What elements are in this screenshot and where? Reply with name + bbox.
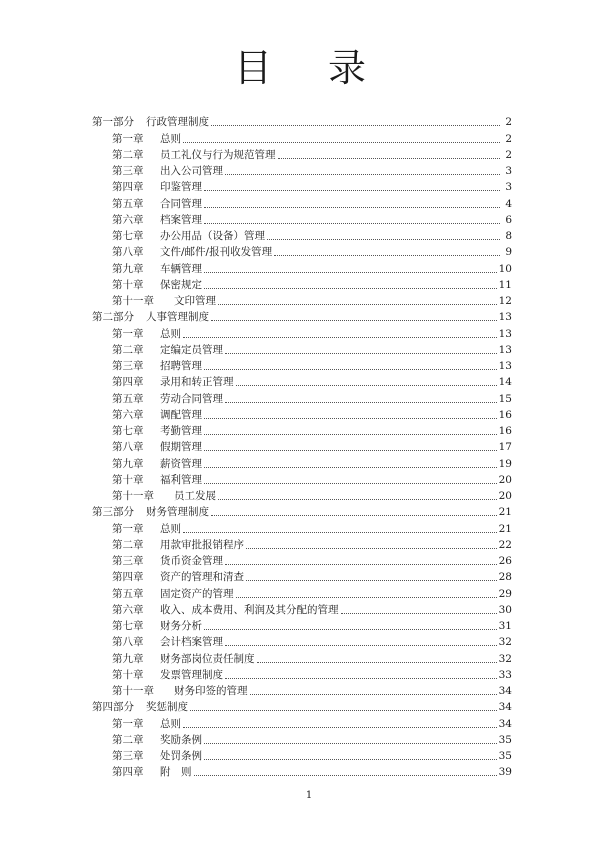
toc-dot-leader [225, 677, 497, 679]
toc-entry-title: 档案管理 [160, 213, 202, 226]
toc-dot-leader [204, 222, 500, 224]
toc-dot-leader [225, 401, 497, 403]
toc-chapter-entry[interactable] [92, 747, 512, 763]
toc-entry-label [112, 490, 216, 503]
toc-chapter-entry[interactable] [92, 552, 512, 568]
toc-entry-title: 车辆管理 [160, 262, 202, 275]
toc-entry-page: 34 [498, 701, 512, 714]
toc-dot-leader [204, 433, 497, 435]
toc-entry-page: 20 [498, 473, 512, 486]
toc-dot-leader [204, 758, 497, 760]
toc-dot-leader [204, 466, 497, 468]
toc-entry-title: 薪资管理 [160, 457, 202, 470]
toc-chapter-entry[interactable] [92, 243, 512, 259]
table-of-contents [92, 113, 512, 779]
toc-entry-label [92, 311, 209, 324]
toc-entry-number: 第六章 [112, 603, 144, 616]
toc-entry-label [112, 555, 223, 568]
toc-chapter-entry[interactable] [92, 519, 512, 535]
toc-dot-leader [183, 726, 497, 728]
toc-dot-leader [190, 709, 497, 711]
toc-entry-label [112, 425, 202, 438]
toc-entry-label [92, 506, 209, 519]
toc-dot-leader [194, 774, 497, 776]
toc-entry-title: 货币资金管理 [160, 555, 223, 567]
toc-entry-label [112, 718, 181, 731]
toc-chapter-entry[interactable] [92, 584, 512, 600]
toc-chapter-entry[interactable] [92, 617, 512, 633]
toc-entry-title: 文印管理 [174, 295, 216, 307]
toc-entry-label [112, 620, 202, 633]
toc-entry-page: 3 [505, 165, 512, 177]
toc-entry-label [112, 523, 181, 536]
toc-entry-title: 福利管理 [160, 473, 202, 486]
toc-entry-label [112, 539, 244, 552]
toc-dot-leader [246, 547, 497, 549]
toc-chapter-entry[interactable] [92, 454, 512, 470]
toc-entry-label [112, 441, 202, 454]
toc-chapter-entry[interactable] [92, 682, 512, 698]
toc-entry-title: 总则 [160, 522, 181, 535]
toc-entry-page: 3 [505, 181, 512, 194]
toc-entry-number: 第五章 [112, 197, 144, 210]
toc-entry-label [112, 734, 202, 747]
toc-chapter-entry[interactable] [92, 568, 512, 584]
toc-entry-label [112, 165, 223, 178]
toc-entry-page: 20 [498, 490, 512, 502]
toc-entry-page: 13 [498, 311, 512, 324]
toc-entry-label [92, 116, 209, 129]
toc-dot-leader [225, 173, 500, 175]
toc-entry-title: 奖惩制度 [146, 701, 188, 714]
toc-dot-leader [211, 124, 500, 126]
toc-dot-leader [211, 514, 497, 516]
toc-entry-page: 30 [498, 603, 512, 616]
toc-entry-number: 第二章 [112, 733, 144, 746]
toc-entry-number: 第九章 [112, 457, 144, 470]
toc-entry-number: 第三章 [112, 165, 144, 177]
toc-entry-label [112, 328, 181, 341]
toc-entry-title: 调配管理 [160, 408, 202, 421]
toc-entry-title: 处罚条例 [160, 750, 202, 762]
toc-entry-page: 26 [498, 555, 512, 567]
page-number: 1 [305, 790, 313, 801]
toc-dot-leader [204, 189, 500, 191]
toc-entry-page: 4 [505, 197, 512, 210]
toc-entry-label [112, 750, 202, 763]
toc-entry-title: 总则 [160, 327, 181, 340]
toc-dot-leader [225, 563, 497, 565]
toc-entry-label [112, 588, 234, 601]
toc-chapter-entry[interactable] [92, 227, 512, 243]
toc-entry-title: 招聘管理 [160, 360, 202, 372]
toc-entry-label [112, 279, 202, 292]
toc-entry-number: 第十一章 [112, 490, 154, 502]
toc-chapter-entry[interactable] [92, 276, 512, 292]
toc-entry-page: 39 [498, 766, 512, 779]
toc-dot-leader [278, 157, 501, 159]
toc-entry-label [112, 393, 223, 406]
toc-entry-label [112, 181, 202, 194]
toc-chapter-entry[interactable] [92, 146, 512, 162]
toc-entry-number: 第十章 [112, 278, 144, 291]
toc-entry-title: 总则 [160, 717, 181, 730]
toc-entry-page: 33 [498, 668, 512, 681]
toc-entry-title: 员工礼仪与行为规范管理 [160, 148, 276, 161]
toc-entry-number: 第九章 [112, 262, 144, 275]
toc-entry-label [112, 214, 202, 227]
toc-entry-page: 14 [498, 376, 512, 389]
toc-entry-number: 第二章 [112, 343, 144, 356]
toc-entry-page: 15 [498, 392, 512, 405]
toc-entry-title: 人事管理制度 [146, 311, 209, 324]
toc-entry-page: 21 [498, 522, 512, 535]
toc-entry-number: 第四章 [112, 376, 144, 389]
toc-entry-page: 35 [498, 750, 512, 762]
toc-entry-number: 第十一章 [112, 295, 154, 307]
toc-entry-label [112, 474, 202, 487]
toc-entry-title: 办公用品（设备）管理 [160, 230, 265, 242]
toc-dot-leader [183, 531, 497, 533]
toc-entry-page: 10 [498, 262, 512, 275]
toc-entry-label [112, 198, 202, 211]
toc-dot-leader [204, 206, 500, 208]
toc-entry-number: 第八章 [112, 246, 144, 259]
toc-entry-label [92, 701, 188, 714]
toc-entry-title: 财务分析 [160, 620, 202, 632]
toc-entry-number: 第八章 [112, 636, 144, 649]
toc-entry-number: 第三部分 [92, 506, 134, 519]
toc-entry-number: 第一章 [112, 132, 144, 145]
toc-entry-title: 资产的管理和清查 [160, 571, 244, 584]
toc-entry-label [112, 604, 339, 617]
toc-entry-title: 出入公司管理 [160, 165, 223, 177]
toc-entry-number: 第二部分 [92, 311, 134, 324]
toc-entry-page: 2 [505, 148, 512, 161]
toc-dot-leader [183, 141, 500, 143]
toc-chapter-entry[interactable] [92, 649, 512, 665]
toc-entry-page: 12 [498, 295, 512, 307]
toc-entry-title: 发票管理制度 [160, 668, 223, 681]
toc-chapter-entry[interactable] [92, 341, 512, 357]
toc-entry-page: 28 [498, 571, 512, 584]
toc-entry-page: 29 [498, 587, 512, 600]
toc-dot-leader [236, 596, 497, 598]
toc-entry-label [112, 766, 192, 779]
toc-entry-page: 13 [498, 327, 512, 340]
toc-entry-page: 11 [498, 278, 512, 291]
toc-entry-title: 行政管理制度 [146, 116, 209, 129]
toc-dot-leader [211, 319, 497, 321]
toc-dot-leader [204, 417, 497, 419]
toc-entry-title: 合同管理 [160, 197, 202, 210]
toc-entry-title: 考勤管理 [160, 425, 202, 437]
toc-dot-leader [267, 238, 500, 240]
toc-entry-page: 2 [505, 132, 512, 145]
toc-entry-number: 第七章 [112, 230, 144, 242]
toc-entry-label [112, 376, 234, 389]
toc-entry-label [112, 246, 272, 259]
toc-dot-leader [204, 628, 497, 630]
toc-entry-label [112, 263, 202, 276]
toc-chapter-entry[interactable] [92, 422, 512, 438]
toc-part-entry[interactable] [92, 113, 512, 129]
toc-entry-title: 财务管理制度 [146, 506, 209, 519]
toc-entry-page: 19 [498, 457, 512, 470]
toc-dot-leader [218, 498, 497, 500]
toc-entry-label [112, 133, 181, 146]
toc-chapter-entry[interactable] [92, 162, 512, 178]
toc-dot-leader [341, 612, 497, 614]
toc-entry-title: 保密规定 [160, 278, 202, 291]
toc-entry-page: 17 [498, 441, 512, 454]
toc-entry-label [112, 295, 216, 308]
toc-entry-title: 奖励条例 [160, 733, 202, 746]
toc-entry-number: 第一章 [112, 327, 144, 340]
toc-entry-label [112, 149, 276, 162]
toc-dot-leader [204, 368, 497, 370]
toc-chapter-entry[interactable] [92, 373, 512, 389]
toc-dot-leader [225, 644, 497, 646]
toc-entry-page: 2 [505, 116, 512, 129]
toc-entry-page: 22 [498, 538, 512, 551]
toc-entry-label [112, 685, 248, 698]
toc-entry-page: 34 [498, 685, 512, 697]
toc-entry-number: 第二章 [112, 538, 144, 551]
toc-chapter-entry[interactable] [92, 487, 512, 503]
toc-entry-label [112, 653, 255, 666]
toc-entry-number: 第五章 [112, 392, 144, 405]
toc-chapter-entry[interactable] [92, 438, 512, 454]
toc-chapter-entry[interactable] [92, 357, 512, 373]
toc-chapter-entry[interactable] [92, 731, 512, 747]
toc-entry-page: 32 [498, 636, 512, 649]
toc-dot-leader [204, 742, 497, 744]
toc-chapter-entry[interactable] [92, 406, 512, 422]
toc-chapter-entry[interactable] [92, 536, 512, 552]
toc-entry-page: 32 [498, 652, 512, 665]
toc-chapter-entry[interactable] [92, 471, 512, 487]
toc-entry-number: 第九章 [112, 652, 144, 665]
toc-dot-leader [225, 352, 497, 354]
toc-chapter-entry[interactable] [92, 211, 512, 227]
toc-entry-label [112, 360, 202, 373]
toc-dot-leader [183, 336, 497, 338]
toc-entry-number: 第三章 [112, 360, 144, 372]
toc-entry-page: 8 [505, 230, 512, 242]
toc-entry-number: 第四部分 [92, 701, 134, 714]
toc-entry-number: 第四章 [112, 766, 144, 779]
toc-entry-title: 印鉴管理 [160, 181, 202, 194]
toc-entry-title: 假期管理 [160, 441, 202, 454]
toc-chapter-entry[interactable] [92, 194, 512, 210]
toc-dot-leader [257, 661, 497, 663]
toc-entry-page: 6 [505, 213, 512, 226]
toc-entry-label [112, 458, 202, 471]
toc-chapter-entry[interactable] [92, 292, 512, 308]
toc-entry-page: 9 [505, 246, 512, 259]
toc-entry-number: 第一部分 [92, 116, 134, 129]
toc-dot-leader [274, 254, 500, 256]
toc-entry-number: 第一章 [112, 522, 144, 535]
page-title: 目 录 [233, 46, 389, 90]
toc-dot-leader [236, 384, 497, 386]
toc-entry-page: 34 [498, 717, 512, 730]
toc-entry-page: 13 [498, 360, 512, 372]
toc-entry-page: 16 [498, 408, 512, 421]
toc-chapter-entry[interactable] [92, 178, 512, 194]
toc-chapter-entry[interactable] [92, 763, 512, 779]
toc-entry-number: 第五章 [112, 587, 144, 600]
toc-chapter-entry[interactable] [92, 324, 512, 340]
toc-dot-leader [204, 482, 497, 484]
toc-dot-leader [246, 579, 497, 581]
toc-entry-number: 第三章 [112, 750, 144, 762]
toc-entry-title: 财务印签的管理 [174, 685, 248, 697]
toc-entry-title: 定编定员管理 [160, 343, 223, 356]
toc-entry-label [112, 344, 223, 357]
toc-part-entry[interactable] [92, 698, 512, 714]
toc-part-entry[interactable] [92, 503, 512, 519]
toc-entry-number: 第十章 [112, 473, 144, 486]
toc-entry-label [112, 409, 202, 422]
toc-entry-page: 16 [498, 425, 512, 437]
toc-chapter-entry[interactable] [92, 666, 512, 682]
toc-entry-title: 会计档案管理 [160, 636, 223, 649]
toc-entry-number: 第七章 [112, 425, 144, 437]
toc-entry-title: 财务部岗位责任制度 [160, 652, 255, 665]
toc-entry-number: 第十章 [112, 668, 144, 681]
toc-chapter-entry[interactable] [92, 129, 512, 145]
toc-entry-number: 第七章 [112, 620, 144, 632]
toc-entry-number: 第八章 [112, 441, 144, 454]
toc-entry-title: 录用和转正管理 [160, 376, 234, 389]
toc-entry-label [112, 636, 223, 649]
toc-entry-number: 第一章 [112, 717, 144, 730]
toc-entry-title: 附 则 [160, 766, 192, 779]
toc-entry-title: 固定资产的管理 [160, 587, 234, 600]
toc-dot-leader [204, 287, 497, 289]
toc-entry-page: 13 [498, 343, 512, 356]
toc-chapter-entry[interactable] [92, 389, 512, 405]
toc-entry-title: 文件/邮件/报刊收发管理 [160, 246, 273, 259]
toc-chapter-entry[interactable] [92, 601, 512, 617]
toc-dot-leader [204, 271, 497, 273]
toc-entry-number: 第四章 [112, 181, 144, 194]
toc-entry-number: 第六章 [112, 408, 144, 421]
toc-chapter-entry[interactable] [92, 259, 512, 275]
toc-entry-title: 总则 [160, 132, 181, 145]
toc-entry-label [112, 230, 265, 243]
toc-entry-number: 第二章 [112, 148, 144, 161]
toc-entry-number: 第三章 [112, 555, 144, 567]
toc-entry-page: 31 [498, 620, 512, 632]
toc-dot-leader [250, 693, 497, 695]
toc-entry-title: 员工发展 [174, 490, 216, 502]
toc-entry-title: 收入、成本费用、利润及其分配的管理 [160, 603, 339, 616]
toc-entry-label [112, 669, 223, 682]
toc-entry-title: 用款审批报销程序 [160, 538, 244, 551]
toc-entry-page: 21 [498, 506, 512, 519]
toc-part-entry[interactable] [92, 308, 512, 324]
toc-entry-label [112, 571, 244, 584]
toc-entry-number: 第十一章 [112, 685, 154, 697]
toc-entry-number: 第六章 [112, 213, 144, 226]
toc-dot-leader [218, 303, 497, 305]
toc-chapter-entry[interactable] [92, 714, 512, 730]
toc-entry-number: 第四章 [112, 571, 144, 584]
toc-chapter-entry[interactable] [92, 633, 512, 649]
toc-dot-leader [204, 449, 497, 451]
toc-entry-page: 35 [498, 733, 512, 746]
toc-entry-title: 劳动合同管理 [160, 392, 223, 405]
